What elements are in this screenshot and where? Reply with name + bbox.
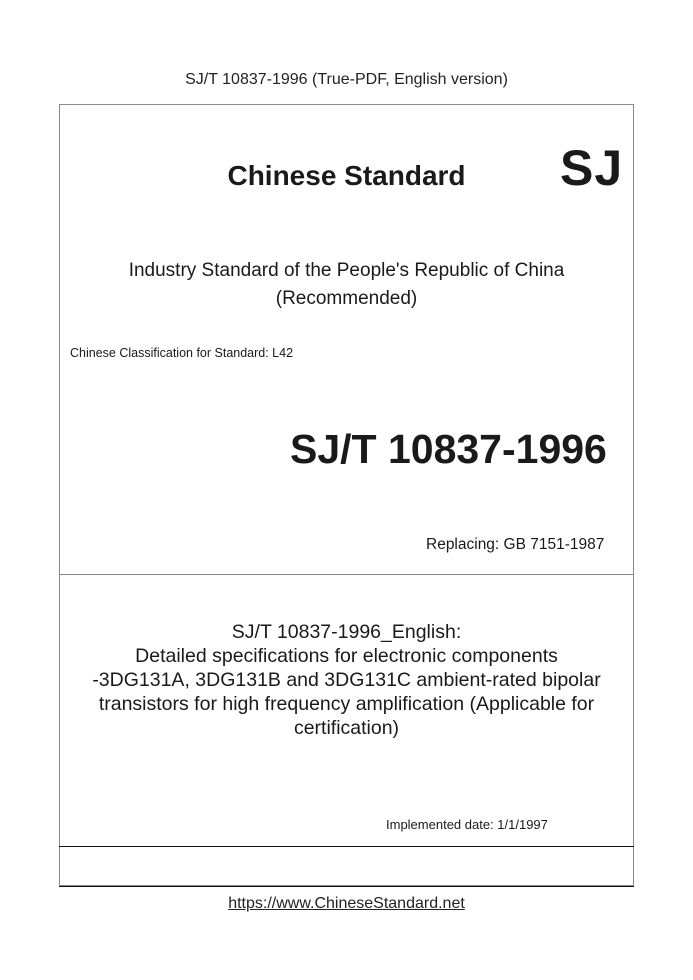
recommended-line: (Recommended) xyxy=(275,288,418,309)
implemented-date: Implemented date: 1/1/1997 xyxy=(386,817,548,832)
document-header: SJ/T 10837-1996 (True-PDF, English version) xyxy=(185,71,508,88)
description-line: Detailed specifications for electronic components xyxy=(135,645,558,667)
cover-frame xyxy=(59,104,634,886)
description-line: certification) xyxy=(293,717,400,739)
bottom-empty-box xyxy=(59,846,634,887)
standard-number: SJ/T 10837-1996 xyxy=(290,426,607,472)
sj-mark: SJ xyxy=(560,140,624,196)
footer xyxy=(0,894,693,914)
description-line: SJ/T 10837-1996_English: xyxy=(231,621,462,643)
replacing-label: Replacing: GB 7151-1987 xyxy=(426,536,605,553)
website-link[interactable]: https://www.ChineseStandard.net xyxy=(228,895,465,912)
description-line: -3DG131A, 3DG131B and 3DG131C ambient-rated bipolar xyxy=(92,669,601,691)
classification-label: Chinese Classification for Standard: L42 xyxy=(70,346,294,360)
main-title: Chinese Standard xyxy=(227,160,466,191)
section-divider xyxy=(59,574,634,575)
description-line: transistors for high frequency amplification (Applicable for xyxy=(98,693,595,715)
industry-standard-line: Industry Standard of the People's Republic of China xyxy=(128,260,565,281)
standard-description xyxy=(59,620,634,740)
